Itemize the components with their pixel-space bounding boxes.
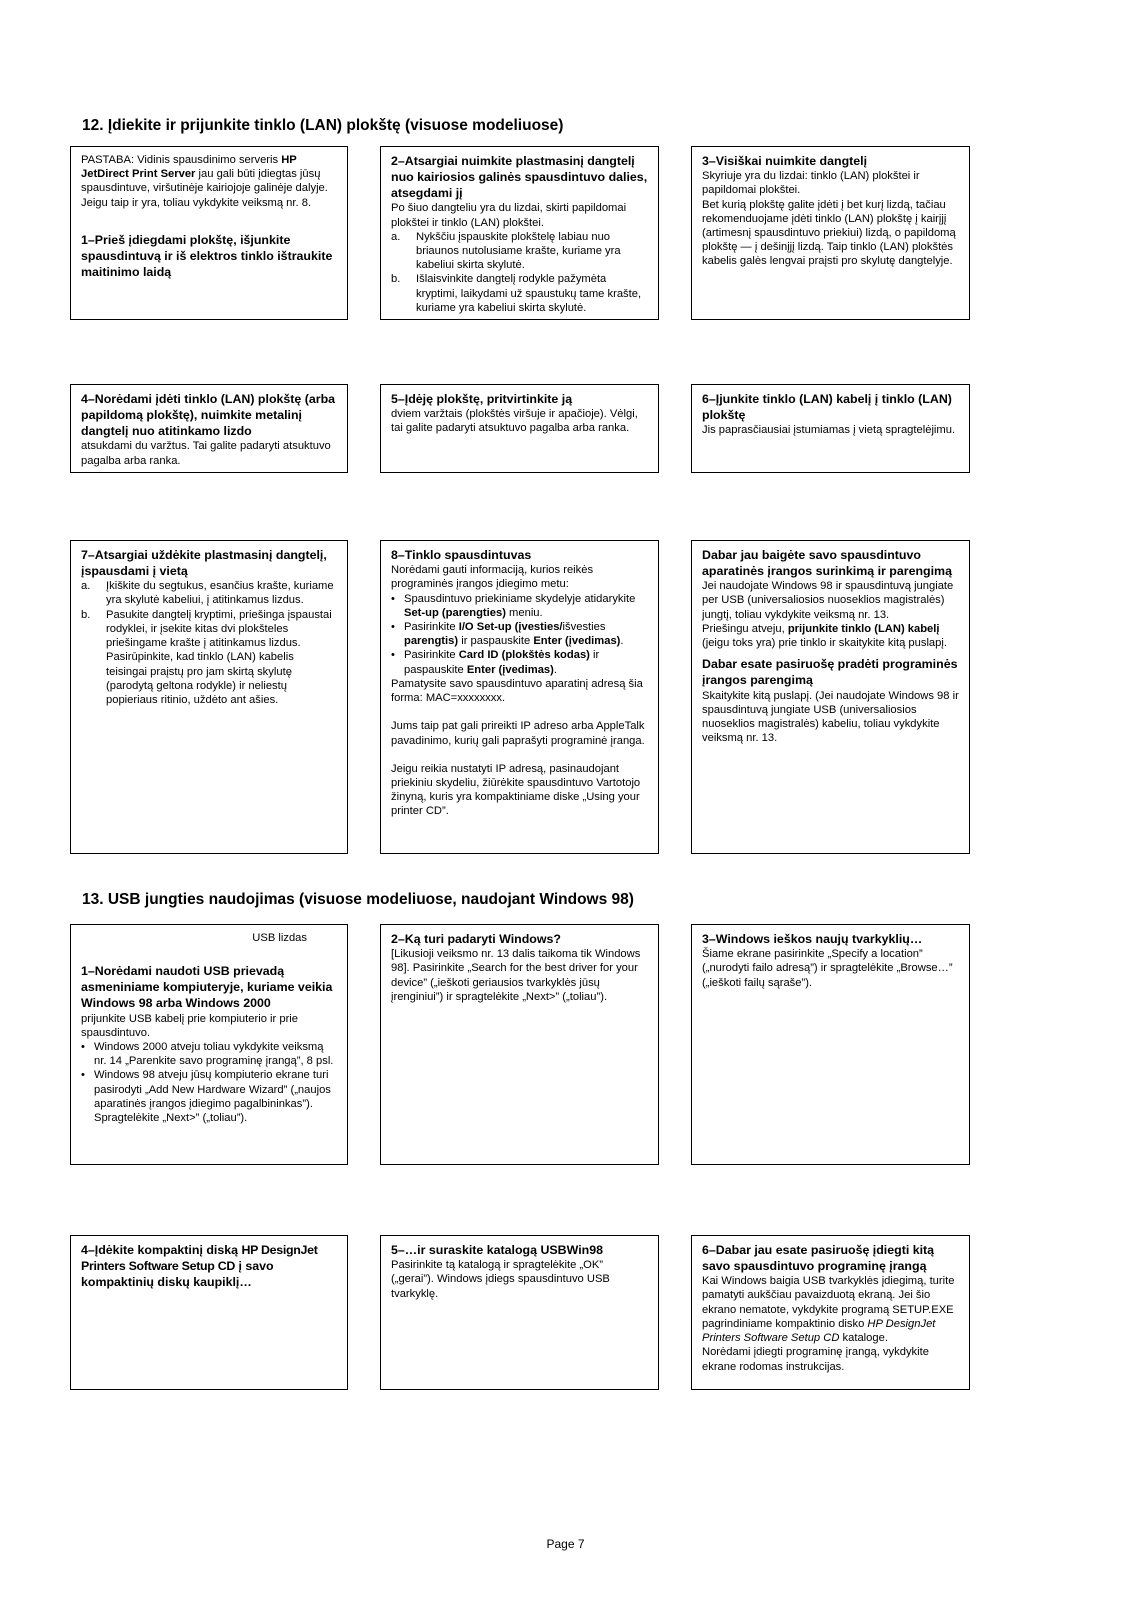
step-text: Skyriuje yra du lizdai: tinklo (LAN) plokštei ir papildomai plokštei. <box>702 170 920 197</box>
step-box-12-6 <box>691 384 970 473</box>
usb-port-label: USB lizdas <box>252 932 307 944</box>
step-heading: 5–Įdėję plokštę, pritvirtinkite ją <box>391 392 573 406</box>
step-heading: 6–Dabar jau esate pasiruošę įdiegti kitą savo spausdintuvo programinę įrangą <box>702 1243 935 1274</box>
section-13-title: 13. USB jungties naudojimas (visuose modeliuose, naudojant Windows 98) <box>82 891 634 908</box>
list-item: b. Išlaisvinkite dangtelį rodykle pažymėta kryptimi, laikydami už spaustukų tame krašte, kuriame yra kabeliui skirta skylutė. <box>391 273 642 314</box>
step-text: Norėdami gauti informaciją, kurios reikės programinės įrangos įdiegimo metu: <box>391 564 594 591</box>
list-item: a. Įkiškite du segtukus, esančius krašte, kuriame yra skylutė kabeliui, į atitinkamus lizdus. <box>81 580 334 607</box>
step-box-12-1 <box>70 146 348 320</box>
step-box-12-8 <box>380 540 659 854</box>
list-item: • Pasirinkite Card ID (plokštės kodas) ir paspauskite Enter (įvedimas). <box>391 649 600 676</box>
list-item: b. Pasukite dangtelį kryptimi, priešinga įspaustai rodyklei, ir įsekite kitas dvi plokšteles priešingame krašte į atitinkamus lizdus. Pasirūpinkite, kad tinklo (LAN) kabelis teisingai praįstų pro jam skirtą skylutę (parodytą geltona rodykle) ir neliestų popieriaus ritinio, uždėto ant ašies. <box>81 608 332 706</box>
list-item: • Windows 98 atveju jūsų kompiuterio ekrane turi pasirodyti „Add New Hardware Wizard” („naujos aparatinės įrangos įdiegimo pagalbininkas”). Spragtelėkite „Next>” („toliau”). <box>81 1069 331 1125</box>
step-heading: 1–Norėdami naudoti USB prievadą asmeniniame kompiuteryje, kuriame veikia Windows 98 arba Windows 2000 <box>81 964 333 1011</box>
step-list <box>81 579 337 707</box>
step-text: Skaitykite kitą puslapį. (Jei naudojate Windows 98 ir spausdintuvą jungiate USB (universaliosios nuoseklios magistralės) kabeliu, toliau vykdykite veiksmą nr. 13. <box>702 689 959 745</box>
step-box-12-7 <box>70 540 348 854</box>
step-heading: 1–Prieš įdiegdami plokštę, išjunkite spausdintuvą ir iš elektros tinklo ištraukite maitinimo laidą <box>81 232 333 280</box>
step-box-12-3 <box>691 146 970 320</box>
step-box-12-5 <box>380 384 659 473</box>
step-heading: 2–Atsargiai nuimkite plastmasinį dangtelį nuo kairiosios galinės spausdintuvo dalies, atsegdami jį <box>391 154 648 201</box>
list-item: • Spausdintuvo priekiniame skydelyje atidarykite Set-up (parengties) meniu. <box>391 592 636 619</box>
step-text: Jei naudojate Windows 98 ir spausdintuvą jungiate per USB (universaliosios nuoseklios magistralės) jungtį, toliau vykdykite veiksmą nr. 13. <box>702 580 954 621</box>
page-number: Page 7 <box>546 1537 585 1551</box>
section-12-title: 12. Įdiekite ir prijunkite tinklo (LAN) plokštę (visuose modeliuose) <box>82 117 564 134</box>
list-item: • Windows 2000 atveju toliau vykdykite veiksmą nr. 14 „Parenkite savo programinę įrangą”, 8 psl. <box>81 1041 334 1068</box>
step-text: Pasirinkite tą katalogą ir spragtelėkite „OK” („gerai”). Windows įdiegs spausdintuvo USB tvarkyklę. <box>391 1259 610 1300</box>
note-text: PASTABA: Vidinis spausdinimo serveris HP JetDirect Print Server jau gali būti įdiegtas jūsų spausdintuve, viršutinėje kairiojoje galinėje dalyje. Jeigu taip ir yra, toliau vykdykite veiksmą nr. 8. <box>81 154 328 209</box>
step-text: Pamatysite savo spausdintuvo aparatinį adresą šia forma: MAC=xxxxxxxx. <box>391 677 643 705</box>
step-heading: 3–Visiškai nuimkite dangtelį <box>702 154 868 168</box>
step-text: prijunkite USB kabelį prie kompiuterio ir prie spausdintuvo. <box>81 1012 299 1039</box>
list-item: a. Nykščiu įspauskite plokštelę labiau nuo briaunos nutolusiame krašte, kuriame yra kabeliui skirta skylutė. <box>391 230 621 272</box>
step-box-13-3 <box>691 924 970 1165</box>
step-list <box>391 230 648 315</box>
step-heading: 5–…ir suraskite katalogą USBWin98 <box>391 1243 603 1257</box>
step-box-12-done <box>691 540 970 854</box>
step-box-12-4 <box>70 384 348 473</box>
step-box-13-1 <box>70 924 348 1165</box>
step-box-12-2 <box>380 146 659 320</box>
step-heading: 2–Ką turi padaryti Windows? <box>391 932 561 946</box>
step-heading: 4–Norėdami įdėti tinklo (LAN) plokštę (arba papildomą plokštę), nuimkite metalinį dangtelį nuo atitinkamo lizdo <box>81 392 336 439</box>
step-text: Norėdami įdiegti programinę įrangą, vykdykite ekrane rodomas instrukcijas. <box>702 1346 929 1373</box>
list-item: • Pasirinkite I/O Set-up (įvesties/išvesties parengtis) ir paspauskite Enter (įvedimas). <box>391 621 624 648</box>
step-text: Jeigu reikia nustatyti IP adresą, pasinaudojant priekiniu skydeliu, žiūrėkite spausdintuvo Vartotojo žinyną, kuris yra kompaktiniame diske „Using your printer CD”. <box>391 762 641 818</box>
step-text: Jums taip pat gali prireikti IP adreso arba AppleTalk pavadinimo, kurių gali paprašyti programinė įranga. <box>391 720 645 747</box>
step-text: Bet kurią plokštę galite įdėti į bet kurį lizdą, tačiau rekomenduojame įdėti tinklo (LAN) plokštę į kairįjį (artimesnį spausdintuvo priekiui) lizdą, o papildomą plokštę — į dešinįjį lizdą. Taip tinklo (LAN) plokštės kabelis galės lengvai praįsti pro skylutę dangtelyje. <box>702 198 956 268</box>
step-text: Priešingu atveju, prijunkite tinklo (LAN) kabelį (jeigu toks yra) prie tinklo ir skaitykite kitą puslapį. <box>702 622 947 650</box>
step-text: [Likusioji veiksmo nr. 13 dalis taikoma tik Windows 98]. Pasirinkite „Search for the best driver for your device” („ieškoti geriausios tvarkyklės jūsų įrenginiui”) ir spragtelėkite „Next>” („toliau”). <box>391 948 641 1003</box>
step-text: atsukdami du varžtus. Tai galite padaryti atsuktuvo pagalba arba ranka. <box>81 440 331 467</box>
step-heading: 6–Įjunkite tinklo (LAN) kabelį į tinklo (LAN) plokštę <box>702 392 952 423</box>
step-text: Po šiuo dangteliu yra du lizdai, skirti papildomai plokštei ir tinklo (LAN) plokštei. <box>391 202 627 229</box>
step-box-13-6 <box>691 1235 970 1390</box>
step-text: Jis paprasčiausiai įstumiamas į vietą spragtelėjimu. <box>702 424 956 437</box>
step-list <box>391 592 648 677</box>
step-box-13-2 <box>380 924 659 1165</box>
step-text: Kai Windows baigia USB tvarkyklės įdiegimą, turite pamatyti aukščiau pavaizduotą ekraną. Jei šio ekrano nematote, vykdykite programą SETUP.EXE pagrindiniame kompaktinio disko HP DesignJet Printers Software Setup CD kataloge. <box>702 1275 955 1345</box>
step-heading: 4–Įdėkite kompaktinį diską HP DesignJet Printers Software Setup CD į savo kompaktinių diskų kaupiklį… <box>81 1243 318 1290</box>
step-heading: 8–Tinklo spausdintuvas <box>391 548 532 562</box>
step-list <box>81 1040 337 1125</box>
step-text: Šiame ekrane pasirinkite „Specify a location” („nurodyti failo adresą”) ir spragtelėkite „Browse…” („ieškoti failų sąraše”). <box>702 948 953 989</box>
step-box-13-4 <box>70 1235 348 1390</box>
step-text: dviem varžtais (plokštės viršuje ir apačioje). Vėlgi, tai galite padaryti atsuktuvo pagalba arba ranka. <box>391 408 638 435</box>
step-heading: 3–Windows ieškos naujų tvarkyklių… <box>702 932 923 946</box>
step-heading: 7–Atsargiai uždėkite plastmasinį dangtelį, įspausdami į vietą <box>81 548 327 579</box>
step-box-13-5 <box>380 1235 659 1390</box>
step-heading: Dabar esate pasiruošę pradėti programinės įrangos parengimą <box>702 657 958 688</box>
step-heading: Dabar jau baigėte savo spausdintuvo aparatinės įrangos surinkimą ir parengimą <box>702 548 952 579</box>
